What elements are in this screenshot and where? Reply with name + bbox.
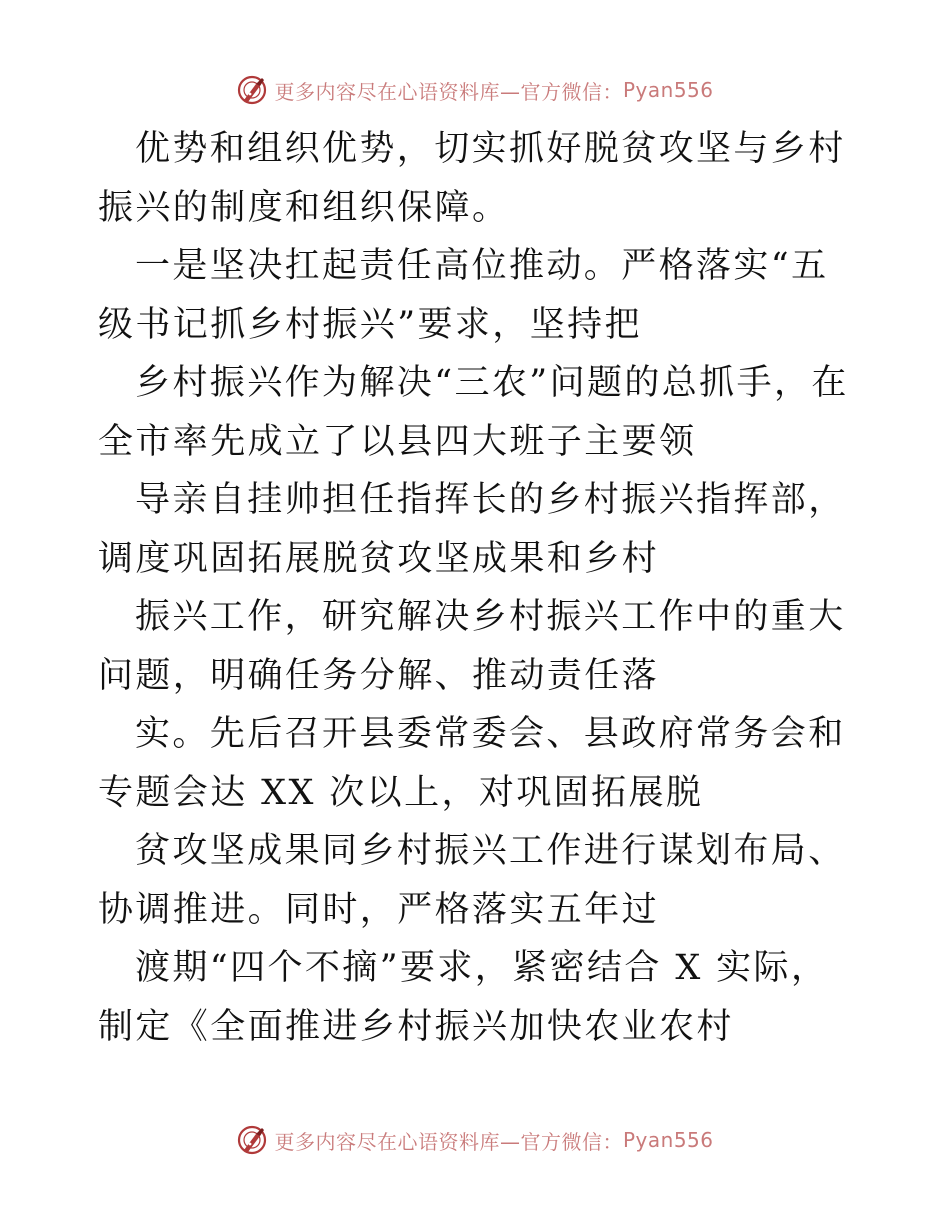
header-banner [0,70,950,110]
footer-wechat-id: Pyan556 [622,1128,714,1152]
paragraph: 乡村振兴作为解决“三农”问题的总抓手，在全市率先成立了以县四大班子主要领 [98,363,849,462]
paragraph: 一是坚决扛起责任高位推动。严格落实“五级书记抓乡村振兴”要求，坚持把 [98,246,829,345]
footer-banner [0,1120,950,1160]
header-banner-text: 更多内容尽在心语资料库—官方微信： [274,79,623,104]
footer-banner-inner [236,1124,713,1156]
paragraph: 贫攻坚成果同乡村振兴工作进行谋划布局、协调推进。同时，严格落实五年过 [98,831,846,930]
footer-banner-text: 更多内容尽在心语资料库—官方微信： [274,1129,623,1154]
pen-nib-circle-icon [236,1124,268,1156]
header-banner-inner [236,74,713,106]
paragraph: 导亲自挂帅担任指挥长的乡村振兴指挥部，调度巩固拓展脱贫攻坚成果和乡村 [98,480,846,579]
body-text [98,120,858,1056]
paragraph: 渡期“四个不摘”要求，紧密结合 X 实际，制定《全面推进乡村振兴加快农业农村 [98,948,829,1047]
paragraph: 优势和组织优势，切实抓好脱贫攻坚与乡村振兴的制度和组织保障。 [98,129,846,228]
paragraph: 振兴工作，研究解决乡村振兴工作中的重大问题，明确任务分解、推动责任落 [98,597,846,696]
paragraph: 实。先后召开县委常委会、县政府常务会和专题会达 XX 次以上，对巩固拓展脱 [98,714,846,813]
header-wechat-id: Pyan556 [622,78,714,102]
pen-nib-circle-icon [236,74,268,106]
